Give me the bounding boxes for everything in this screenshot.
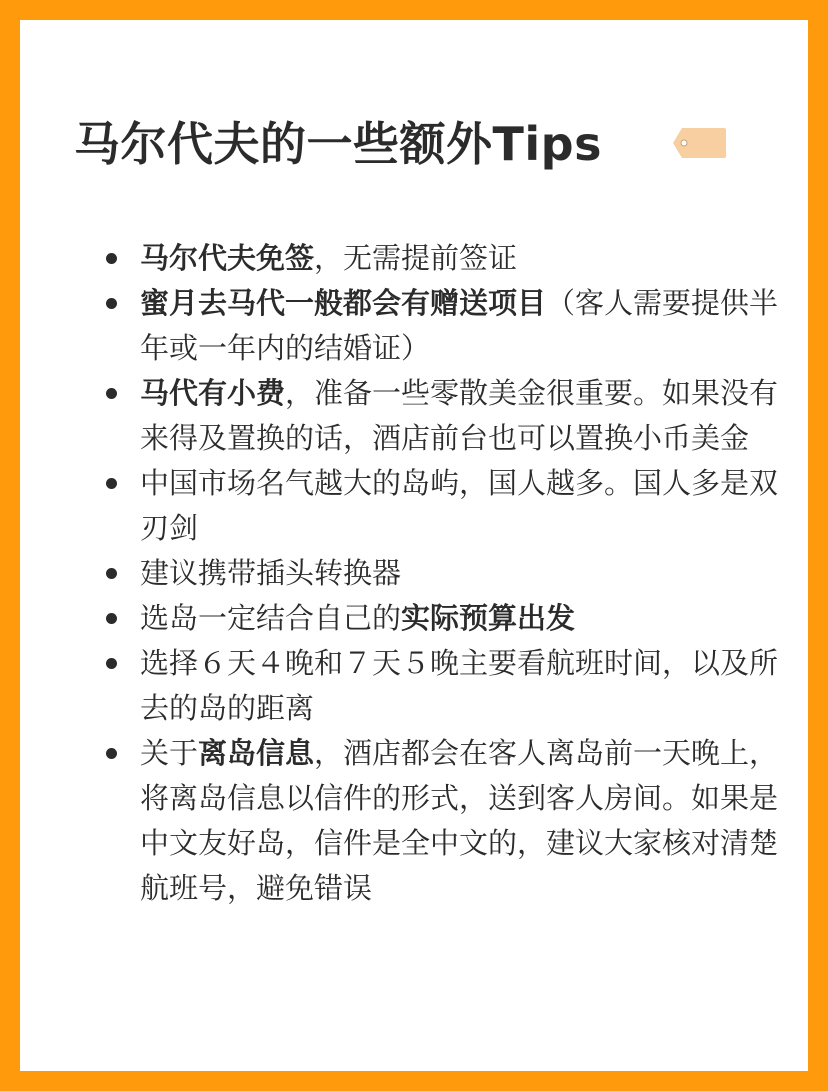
list-item bbox=[110, 731, 790, 911]
tip-text: 建议携带插头转换器 bbox=[140, 556, 402, 590]
tip-text: ，无需提前签证 bbox=[314, 241, 518, 275]
list-item bbox=[110, 596, 790, 641]
tip-highlight: 实际预算出发 bbox=[401, 601, 576, 635]
tip-highlight: 离岛信息 bbox=[198, 736, 315, 770]
list-item bbox=[110, 461, 790, 551]
tip-highlight: 蜜月去马代一般都会有赠送项目 bbox=[140, 286, 547, 320]
list-item bbox=[110, 281, 790, 371]
tip-highlight: 马代有小费 bbox=[140, 376, 286, 410]
bullet bbox=[106, 253, 117, 264]
bullet bbox=[106, 568, 117, 579]
price-tag-icon bbox=[672, 126, 728, 160]
tip-text: （客人需要提供半年或一年内的结婚证） bbox=[140, 286, 779, 365]
tip-highlight: 马尔代夫免签 bbox=[140, 241, 315, 275]
tip-text: 中国市场名气越大的岛屿，国人越多。国人多是双刃剑 bbox=[140, 466, 779, 545]
tip-text: ，酒店都会在客人离岛前一天晚上，将离岛信息以信件的形式，送到客人房间。如果是中文友好岛，信件是全中文的，建议大家核对清楚航班号，避免错误 bbox=[140, 736, 779, 905]
tip-text: ，准备一些零散美金很重要。如果没有来得及置换的话，酒店前台也可以置换小币美金 bbox=[140, 376, 779, 455]
tip-text: 选岛一定结合自己的 bbox=[140, 601, 402, 635]
list-item bbox=[110, 236, 790, 281]
tip-text: 选择６天４晚和７天５晚主要看航班时间，以及所去的岛的距离 bbox=[140, 646, 779, 725]
list-item bbox=[110, 551, 790, 596]
tips-list bbox=[110, 236, 790, 911]
bullet bbox=[106, 613, 117, 624]
bullet bbox=[106, 298, 117, 309]
list-item bbox=[110, 641, 790, 731]
bullet bbox=[106, 388, 117, 399]
bullet bbox=[106, 748, 117, 759]
bullet bbox=[106, 478, 117, 489]
bullet bbox=[106, 658, 117, 669]
list-item bbox=[110, 371, 790, 461]
page-title: 马尔代夫的一些额外Tips bbox=[74, 117, 602, 171]
tip-prefix: 关于 bbox=[140, 736, 199, 770]
content-card bbox=[20, 20, 808, 1071]
